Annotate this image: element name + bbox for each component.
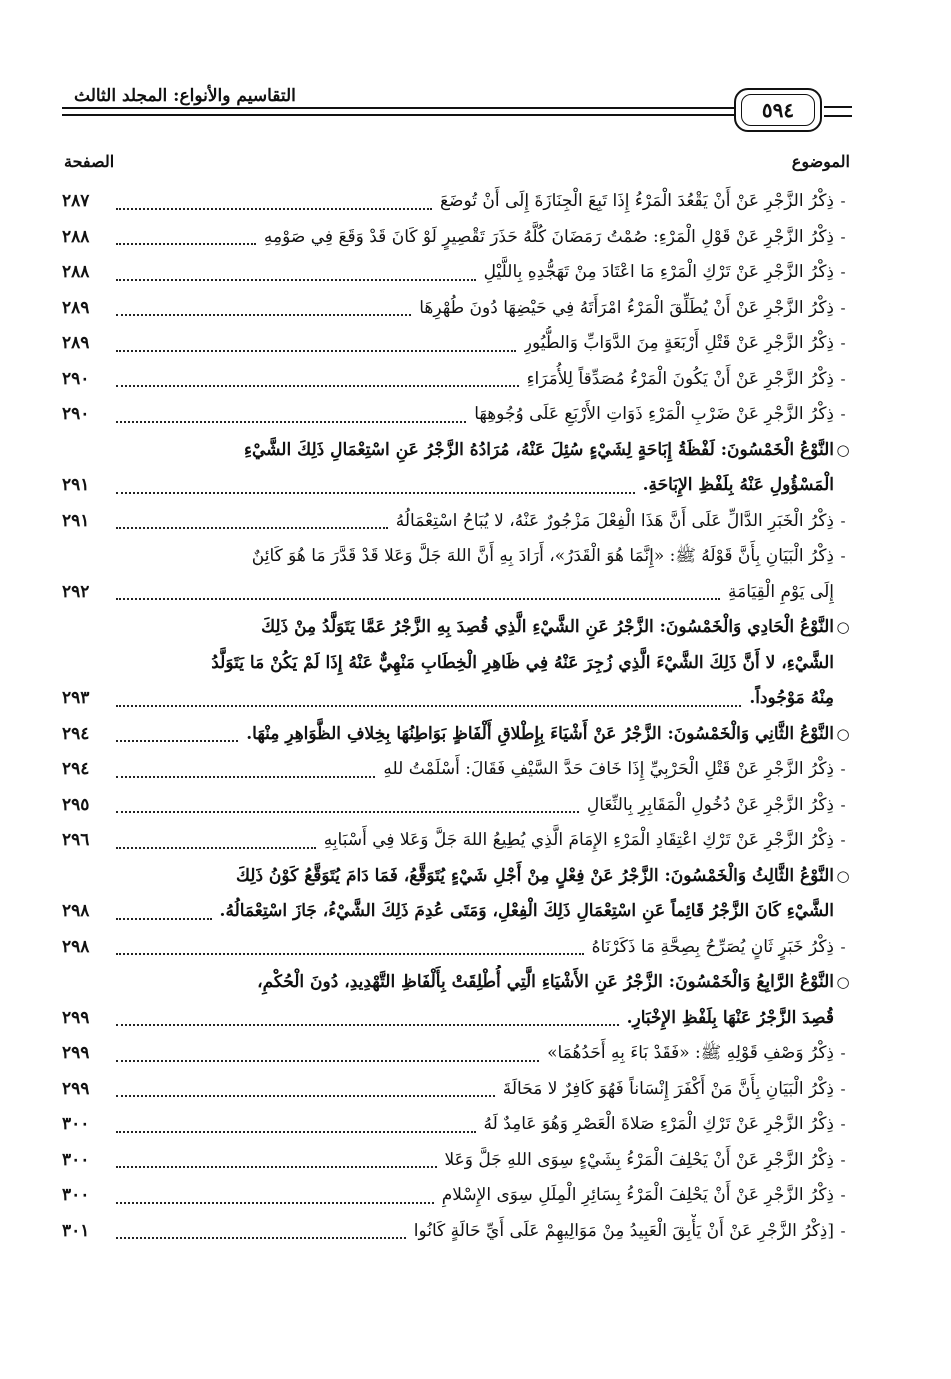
leader-dots (116, 208, 432, 210)
entry-page-number: ٢٩٤ (62, 759, 90, 779)
entry-dash-icon: - (840, 334, 846, 352)
toc-section-row[interactable] (62, 894, 852, 930)
entry-page-number: ٢٩٢ (62, 581, 90, 602)
entry-page-number: ٢٩٣ (62, 688, 90, 708)
entry-dash-icon: - (840, 831, 846, 849)
entry-text: قُصِدَ الزَّجْرُ عَنْهَا بِلَفْظِ الإِخْبَارِ. (626, 1007, 834, 1028)
entry-text: النَّوْعُ الثَّانِي وَالْخَمْسُونَ: الزَّجْرُ عَنْ أَشْيَاءَ بِإِطْلاقِ أَلْفَاظٍ بَوَاطِنُهَا بِخِلافِ الظَّوَاهِرِ مِنْهَا. (246, 723, 834, 744)
toc-section-row[interactable] (62, 681, 852, 717)
entry-dash-icon: - (840, 263, 846, 281)
entry-text: ذِكْرُ الْبَيَانِ بِأَنَّ قَوْلَهُ ﷺ: «إِنَّمَا هُوَ الْقَدَرُ»، أَرَادَ بِهِ أَنَّ اللهَ جَلَّ وَعَلا قَدْ قَدَّرَ مَا هُوَ كَائِنٌ (251, 546, 834, 566)
column-headers (62, 152, 852, 178)
entry-page-number: ٢٩٦ (62, 830, 90, 850)
entry-text: ذِكْرُ الزَّجْرِ عَنْ ضَرْبِ الْمَرْءِ ذَوَاتِ الأَرْبَعِ عَلَى وُجُوهِهَا (474, 404, 834, 424)
entry-page-number: ٢٨٧ (62, 191, 90, 211)
entry-line (62, 610, 852, 646)
toc-entries (62, 184, 852, 1249)
entry-page-number: ٢٩٥ (62, 794, 90, 815)
leader-dots (116, 385, 519, 387)
entry-text: النَّوْعُ الْخَمْسُونَ: لَفْظَةُ إِبَاحَةٍ لِشَيْءٍ سُئِلَ عَنْهُ، مُرَادُهُ الزَّجْرُ عَنِ اسْتِعْمَالِ ذَلِكَ الشَّيْءِ (243, 439, 834, 460)
entry-text: الْمَسْؤُولِ عَنْهُ بِلَفْظِ الإِبَاحَةِ. (642, 475, 834, 495)
toc-entry-row[interactable] (62, 930, 852, 966)
toc-entry-row[interactable] (62, 291, 852, 327)
leader-dots (116, 811, 579, 813)
entry-text: مِنْهُ مَوْجُوداً. (749, 688, 834, 708)
header-ornament (824, 106, 852, 117)
entry-text: ذِكْرُ الْخَبَرِ الدَّالِّ عَلَى أَنَّ هَذَا الْفِعْلَ مَزْجُورٌ عَنْهُ، لا يُبَاحُ اسْتِعْمَالُهُ (395, 510, 834, 531)
leader-dots (116, 421, 466, 423)
topic-column-header: الموضوع (791, 152, 850, 171)
entry-text: ذِكْرُ الزَّجْرِ عَنْ تَرْكِ الْمَرْءِ مَا اعْتَادَ مِنْ تَهَجُّدِهِ بِاللَّيْلِ (483, 262, 834, 282)
entry-dash-icon: - (840, 795, 846, 814)
entry-text: الشَّيْءِ كَانَ الزَّجْرُ قَائِماً عَنِ اسْتِعْمَالِ ذَلِكَ الْفِعْلِ، وَمَتَى عُدِمَ ذَلِكَ الشَّيْءُ، جَازَ اسْتِعْمَالُهُ. (219, 901, 834, 921)
page-number-frame (734, 88, 822, 132)
entry-dash-icon: - (840, 1079, 846, 1098)
entry-line (62, 646, 852, 682)
toc-entry-row[interactable] (62, 326, 852, 362)
leader-dots (116, 776, 375, 778)
leader-dots (116, 243, 256, 245)
toc-entry-row[interactable] (62, 362, 852, 398)
leader-dots (116, 527, 388, 529)
header-rule-lower (62, 114, 734, 116)
toc-section-row[interactable] (62, 717, 852, 753)
entry-page-number: ٢٩١ (62, 510, 90, 531)
entry-text: ذِكْرُ الزَّجْرِ عَنْ تَرْكِ اعْتِقَادِ الْمَرْءِ الإِمَامَ الَّذِي يُطِيعُ اللهَ جَلَّ وَعَلا فِي أَسْبَابِهِ (323, 830, 834, 850)
entry-text: ذِكْرُ الزَّجْرِ عَنْ قَتْلِ أَرْبَعَةٍ مِنَ الدَّوَابِّ وَالطُّيُورِ (523, 333, 834, 353)
entry-text: الشَّيْءِ، لا أَنَّ ذَلِكَ الشَّيْءَ الَّذِي زُجِرَ عَنْهُ فِي ظَاهِرِ الْخِطَابِ مَنْهِيٌّ عَنْهُ إِذَا لَمْ يَكُنْ مَا يَتَوَلَّدُ (211, 652, 834, 673)
entry-text: ذِكْرُ الزَّجْرِ عَنْ تَرْكِ الْمَرْءِ صَلاةَ الْعَصْرِ وَهُوَ عَامِدٌ لَهُ (483, 1114, 834, 1134)
toc-entry-row[interactable] (62, 397, 852, 433)
leader-dots (116, 918, 212, 920)
section-circle-icon: ○ (836, 724, 850, 743)
leader-dots (116, 314, 411, 316)
header-rule (62, 107, 734, 109)
leader-dots (116, 1060, 539, 1062)
toc-section-row[interactable] (62, 468, 852, 504)
entry-dash-icon: - (840, 405, 846, 423)
entry-page-number: ٣٠٠ (62, 1149, 90, 1170)
leader-dots (116, 1237, 406, 1239)
leader-dots (116, 492, 635, 494)
toc-entry-row[interactable] (62, 1143, 852, 1179)
entry-dash-icon: - (840, 547, 846, 565)
entry-line (62, 859, 852, 895)
entry-text: [ذِكْرُ الزَّجْرِ عَنْ أَنْ يَأْبِقَ الْعَبِيدُ مِنْ مَوَالِيهِمْ عَلَى أَيِّ حَالَةٍ كَانُوا (413, 1220, 834, 1241)
entry-text: ذِكْرُ الزَّجْرِ عَنْ أَنْ يَحْلِفَ الْمَرْءُ بِشَيْءٍ سِوَى اللهِ جَلَّ وَعَلا (444, 1149, 834, 1170)
entry-page-number: ٢٩٩ (62, 1043, 90, 1063)
entry-text: ذِكْرُ وَصْفِ قَوْلِهِ ﷺ: «فَقَدْ بَاءَ بِهِ أَحَدُهُمَا» (547, 1043, 834, 1063)
entry-page-number: ٢٩٨ (62, 936, 90, 957)
leader-dots (116, 279, 476, 281)
toc-entry-row[interactable] (62, 504, 852, 540)
entry-dash-icon: - (840, 1221, 846, 1240)
entry-line (62, 965, 852, 1001)
entry-text: ذِكْرُ الزَّجْرِ عَنْ أَنْ يَحْلِفَ الْمَرْءُ بِسَائِرِ الْمِلَلِ سِوَى الإِسْلامِ (441, 1185, 834, 1205)
entry-page-number: ٣٠٠ (62, 1114, 90, 1134)
leader-dots (116, 953, 584, 955)
page-header (62, 78, 852, 138)
entry-dash-icon: - (840, 511, 846, 530)
entry-dash-icon: - (840, 369, 846, 388)
entry-page-number: ٢٨٨ (62, 226, 90, 247)
leader-dots (116, 350, 516, 352)
leader-dots (116, 1095, 495, 1097)
leader-dots (116, 1024, 619, 1026)
toc-entry-row[interactable] (62, 788, 852, 824)
entry-dash-icon: - (840, 1115, 846, 1133)
page-column-header: الصفحة (64, 152, 115, 171)
entry-dash-icon: - (840, 192, 846, 210)
entry-dash-icon: - (840, 937, 846, 956)
leader-dots (116, 598, 720, 600)
leader-dots (116, 847, 316, 849)
entry-text: ذِكْرُ الزَّجْرِ عَنْ أَنْ يَقْعُدَ الْمَرْءُ إِذَا تَبِعَ الْجِنَازَةَ إِلَى أَنْ تُوضَعَ (439, 191, 834, 211)
entry-text: ذِكْرُ الزَّجْرِ عَنْ قَتْلِ الْحَرْبِيِّ إِذَا خَافَ حَدَّ السَّيْفِ فَقَالَ: أَسْلَمْتُ للهِ (383, 759, 834, 779)
toc-entry-row[interactable] (62, 1036, 852, 1072)
entry-dash-icon: - (840, 1186, 846, 1204)
entry-dash-icon: - (840, 298, 846, 317)
entry-text: إِلَى يَوْمِ الْقِيَامَةِ (728, 581, 834, 602)
entry-page-number: ٢٩٨ (62, 901, 90, 921)
running-title: التقاسيم والأنواع: المجلد الثالث (68, 86, 302, 106)
entry-page-number: ٣٠٠ (62, 1185, 90, 1205)
entry-page-number: ٢٩٤ (62, 723, 90, 744)
entry-text: ذِكْرُ الزَّجْرِ عَنْ دُخُولِ الْمَقَابِرِ بِالنِّعَالِ (586, 794, 834, 815)
leader-dots (116, 740, 238, 742)
toc-entry-row[interactable] (62, 752, 852, 788)
toc-entry-row[interactable] (62, 1072, 852, 1108)
entry-text: ذِكْرُ الزَّجْرِ عَنْ أَنْ يَكُونَ الْمَرْءُ مُصَدِّقاً لِلأُمَرَاءِ (526, 368, 834, 389)
toc-entry-row[interactable] (62, 1107, 852, 1143)
entry-text: النَّوْعُ الرَّابِعُ وَالْخَمْسُونَ: الزَّجْرُ عَنِ الأَشْيَاءِ الَّتِي أُطْلِقَتْ بِأَلْفَاظِ التَّهْدِيدِ، دُونَ الْحُكْمِ، (257, 972, 834, 992)
entry-page-number: ٢٨٩ (62, 333, 90, 353)
leader-dots (116, 1166, 437, 1168)
leader-dots (116, 1202, 434, 1204)
entry-dash-icon: - (840, 760, 846, 778)
leader-dots (116, 1131, 476, 1133)
toc-entry-row[interactable] (62, 575, 852, 611)
entry-page-number: ٢٩٩ (62, 1078, 90, 1099)
toc-section-row[interactable] (62, 1001, 852, 1037)
entry-dash-icon: - (840, 227, 846, 246)
entry-page-number: ٢٩٩ (62, 1007, 90, 1028)
toc-entry-row[interactable] (62, 1178, 852, 1214)
section-circle-icon: ○ (836, 866, 850, 885)
entry-dash-icon: - (840, 1044, 846, 1062)
entry-text: ذِكْرُ خَبَرٍ ثَانٍ يُصَرِّحُ بِصِحَّةِ مَا ذَكَرْنَاهُ (591, 936, 834, 957)
leader-dots (116, 705, 741, 707)
entry-text: ذِكْرُ الزَّجْرِ عَنْ أَنْ يُطَلِّقَ الْمَرْءُ امْرَأَتَهُ فِي حَيْضِهَا دُونَ طُهْرِهَا (419, 297, 834, 318)
entry-page-number: ٢٨٩ (62, 297, 90, 318)
entry-text: ذِكْرُ الْبَيَانِ بِأَنَّ مَنْ أَكْفَرَ إِنْسَاناً فَهُوَ كَافِرٌ لا مَحَالَةَ (502, 1078, 834, 1099)
entry-page-number: ٢٩٠ (62, 404, 90, 424)
toc-entry-row[interactable] (62, 1214, 852, 1250)
entry-text: النَّوْعُ الْحَادِي وَالْخَمْسُونَ: الزَّجْرُ عَنِ الشَّيْءِ الَّذِي قُصِدَ بِهِ الزَّجْرُ عَمَّا يَتَوَلَّدُ مِنْ ذَلِكَ (261, 617, 834, 637)
section-circle-icon: ○ (836, 440, 850, 459)
toc-entry-row[interactable] (62, 220, 852, 256)
entry-page-number: ٢٩٠ (62, 368, 90, 389)
toc-entry-row[interactable] (62, 255, 852, 291)
page (62, 78, 852, 1249)
page-number: ٥٩٤ (741, 94, 815, 126)
toc-entry-row[interactable] (62, 184, 852, 220)
entry-page-number: ٣٠١ (62, 1220, 90, 1241)
entry-line (62, 539, 852, 575)
section-circle-icon: ○ (836, 973, 850, 991)
toc-entry-row[interactable] (62, 823, 852, 859)
entry-page-number: ٢٩١ (62, 475, 90, 495)
entry-dash-icon: - (840, 1150, 846, 1169)
section-circle-icon: ○ (836, 618, 850, 636)
entry-text: ذِكْرُ الزَّجْرِ عَنْ قَوْلِ الْمَرْءِ: صُمْتُ رَمَضَانَ كُلَّهُ حَذَرَ تَقْصِيرٍ لَوْ كَانَ قَدْ وَقَعَ فِي صَوْمِهِ (263, 226, 834, 247)
entry-page-number: ٢٨٨ (62, 262, 90, 282)
entry-line (62, 433, 852, 469)
entry-text: النَّوْعُ الثَّالِثُ وَالْخَمْسُونَ: الزَّجْرُ عَنْ فِعْلٍ مِنْ أَجْلِ شَيْءٍ يُتَوَقَّعُ، فَمَا دَامَ يُتَوَقَّعُ كَوْنُ ذَلِكَ (235, 865, 834, 886)
